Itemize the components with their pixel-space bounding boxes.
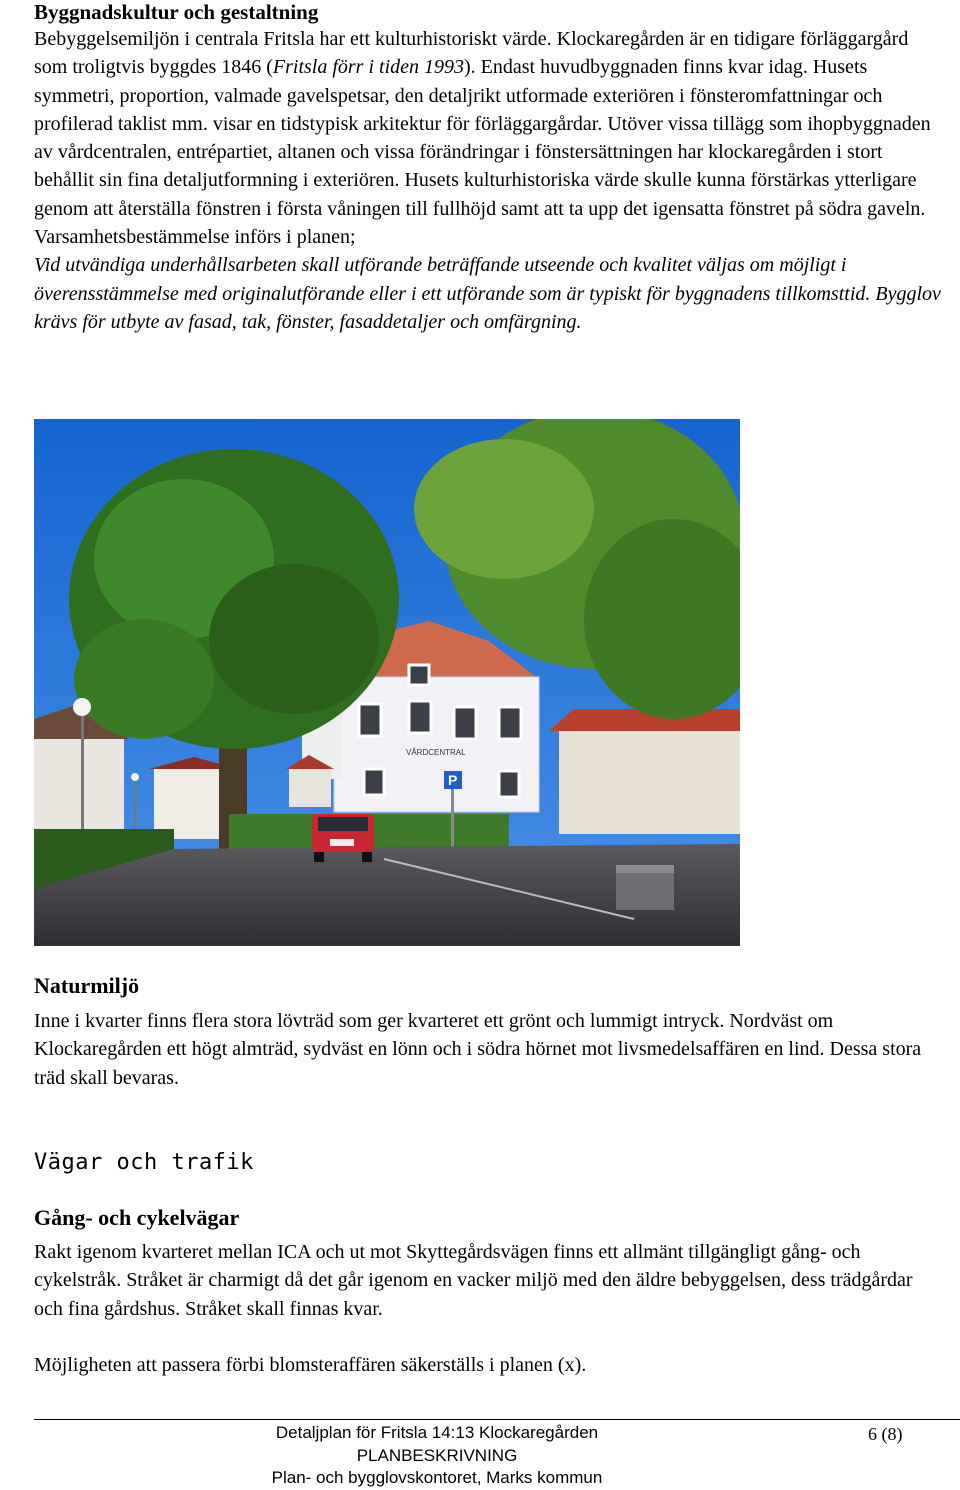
- paragraph-naturmiljo: Inne i kvarter finns flera stora lövträd som ger kvarteret ett grönt och lummigt intryck. Nordväst om Klockaregården ett högt almträd, sydväst en lönn och i södra hörnet mot livsmedelsaffären en lind. Dessa stora träd skall bevaras.: [34, 1010, 922, 1089]
- paragraph-blomsteraffaren: Möjligheten att passera förbi blomsteraffären säkerställs i planen (x).: [34, 1354, 587, 1376]
- footer-document-type: PLANBESKRIVNING: [356, 1445, 518, 1465]
- house-sign: VÅRDCENTRAL: [406, 748, 466, 757]
- footer-plan-title: Detaljplan för Fritsla 14:13 Klockaregården: [275, 1423, 599, 1442]
- paragraph-text: Bebyggelsemiljön i centrala Fritsla har ett kulturhistoriskt värde. Klockaregården är en tidigare förläggargård som troligtvis byggdes 1846 (: [34, 28, 909, 79]
- section-heading-naturmiljo: Naturmiljö: [34, 973, 140, 998]
- footer-divider: [34, 1419, 960, 1420]
- paragraph-varsamhet-rule: Vid utvändiga underhållsarbeten skall utförande beträffande utseende och kvalitet väljas om möjligt i överensstämmelse med originalutförande eller i ett utförande som är typiskt för byggnadens tillkomsttid. Bygglov krävs för utbyte av fasad, tak, fönster, fasaddetaljer och omfärgning.: [34, 254, 941, 333]
- section-body-byggnadskultur: [34, 25, 944, 336]
- section-heading-vagar-och-trafik: Vägar och trafik: [34, 1150, 254, 1175]
- paragraph-varsamhet-intro: Varsamhetsbestämmelse införs i planen;: [34, 226, 356, 249]
- page-footer: [0, 1422, 874, 1490]
- paragraph-kulturhistoria: [34, 25, 944, 223]
- subsection-heading-gang-och-cykelvagar: Gång- och cykelvägar: [34, 1205, 240, 1230]
- paragraph-gang-och-cykelstrak: Rakt igenom kvarteret mellan ICA och ut mot Skyttegårdsvägen finns ett allmänt tillgängligt gång- och cykelstråk. Stråket är charmigt då det går igenom en vacker miljö med den äldre bebyggelsen, dess trädgårdar och fina gårdshus. Stråket skall finnas kvar.: [34, 1241, 913, 1320]
- footer-office: Plan- och bygglovskontoret, Marks kommun: [271, 1468, 603, 1487]
- section-heading-byggnadskultur: Byggnadskultur och gestaltning: [34, 0, 319, 24]
- page-number: 6 (8): [868, 1424, 903, 1444]
- paragraph-text: ). Endast huvudbyggnaden finns kvar idag. Husets symmetri, proportion, valmade gavelspetsar, den detaljrikt utformade exteriören i fönsteromfattningar och profilerad taklist mm. visar en tidstypisk arkitektur för förläggargårdar. Utöver vissa tillägg som ihopbyggnaden av vårdcentralen, entrépartiet, altanen och vissa förändringar i fönstersättningen har klockaregården i stort behållit sin fina detaljutformning i exteriören. Husets kulturhistoriska värde skulle kunna förstärkas ytterligare genom att återställa fönstren i första våningen till fullhöjd samt att ta upp det igensatta fönstret på södra gaveln.: [34, 56, 931, 220]
- parking-sign: P: [448, 772, 458, 788]
- klockaregarden-photo: [34, 419, 740, 946]
- source-reference: Fritsla förr i tiden 1993: [272, 56, 465, 79]
